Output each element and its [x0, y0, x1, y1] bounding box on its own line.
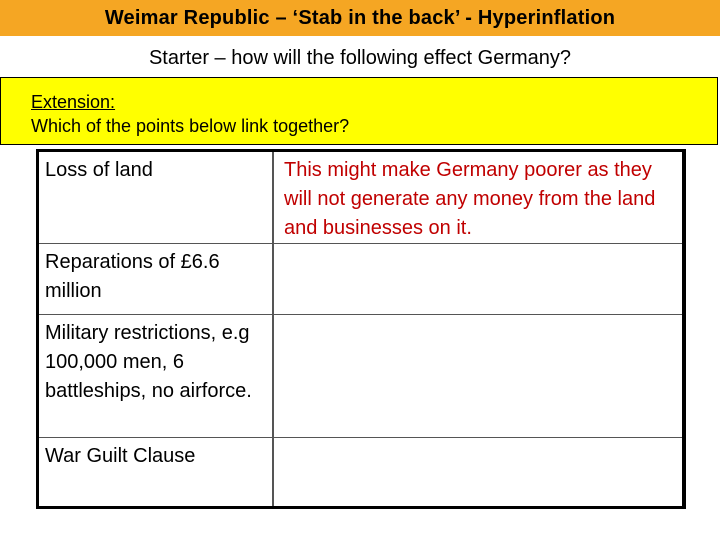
- point-cell[interactable]: Loss of land: [39, 152, 274, 243]
- effect-cell[interactable]: This might make Germany poorer as they will not generate any money from the land and businesses on it.: [284, 159, 656, 239]
- extension-box: [0, 77, 718, 145]
- extension-question: Which of the points below link together?: [31, 116, 350, 136]
- table-row: [39, 438, 682, 506]
- starter-prompt: Starter – how will the following effect Germany?: [148, 47, 572, 69]
- effect-cell[interactable]: [274, 244, 682, 314]
- slide-title-bar: [0, 0, 720, 36]
- effect-cell[interactable]: [274, 438, 682, 506]
- point-cell[interactable]: Military restrictions, e.g 100,000 men, 6 battleships, no airforce.: [39, 315, 274, 437]
- table-row: [39, 315, 682, 438]
- table-row: [39, 152, 682, 244]
- slide-title: Weimar Republic – ‘Stab in the back’ - Hyperinflation: [104, 6, 616, 29]
- effect-cell[interactable]: [274, 315, 682, 437]
- extension-title: Extension:: [31, 92, 116, 112]
- table-row: [39, 244, 682, 315]
- point-cell[interactable]: Reparations of £6.6 million: [39, 244, 274, 314]
- point-cell[interactable]: War Guilt Clause: [39, 438, 274, 506]
- effects-table: [36, 149, 686, 509]
